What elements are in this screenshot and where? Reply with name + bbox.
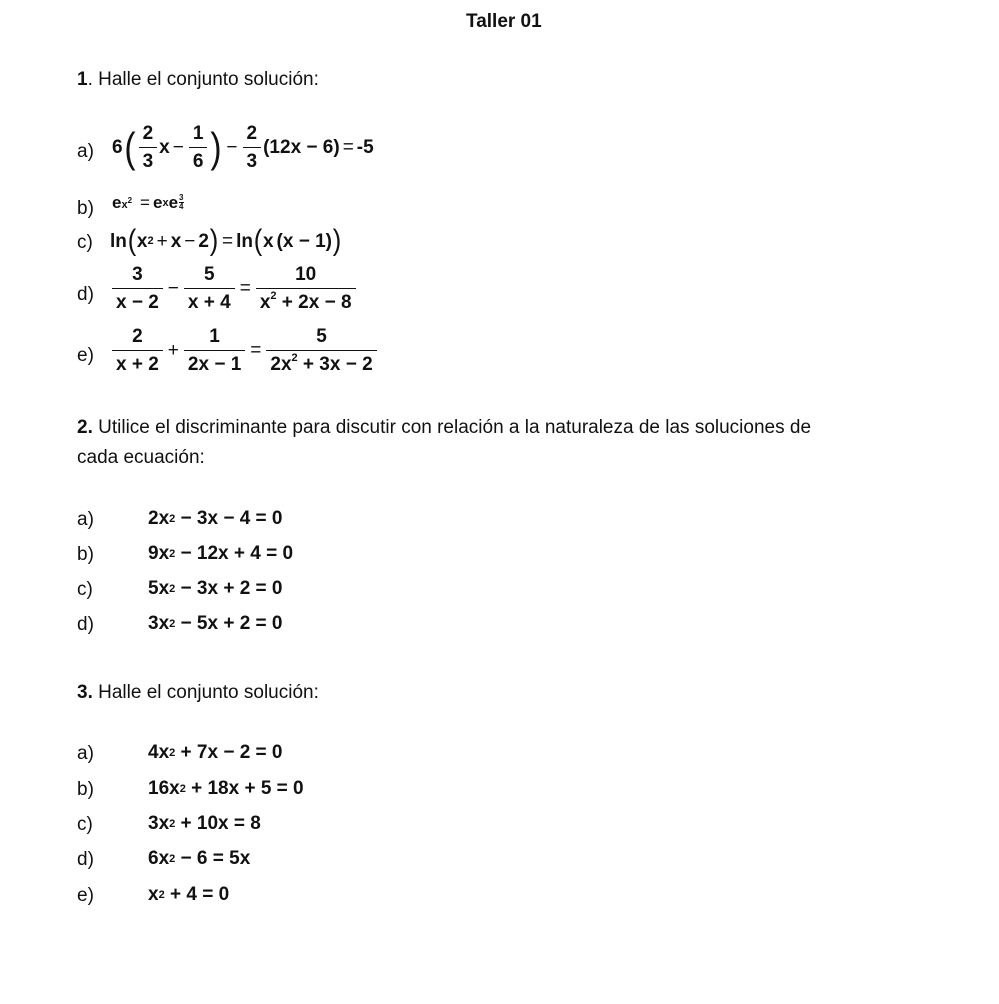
- equation-1d: $\frac{3}{x - 2}$ − $\frac{5}{x + 4}$ = $\frac{10}{x^2 + 2x - 8}$: [110, 265, 358, 312]
- item-3b-label: b): [77, 779, 94, 800]
- section-2-text-line1: Utilice el discriminante para discutir con relación a la naturaleza de las soluciones de: [92, 417, 812, 438]
- item-3c-label: c): [77, 814, 93, 835]
- section-3-heading: [77, 682, 319, 704]
- equation-3b: 16x 2 + 18x + 5 = 0: [148, 778, 304, 799]
- fraction: $\frac{3}{x - 2}$: [112, 265, 163, 312]
- fraction: $\frac{2}{3}$: [139, 124, 158, 171]
- fraction: $\frac{2}{3}$: [243, 124, 262, 171]
- equation-3c: 3x 2 + 10x = 8: [148, 813, 261, 834]
- section-1-heading: [77, 69, 319, 91]
- section-2-heading: [77, 413, 811, 473]
- item-3e-label: e): [77, 885, 94, 906]
- item-1d-label: d): [77, 284, 94, 305]
- section-1-text: . Halle el conjunto solución:: [87, 69, 319, 90]
- page-title: Taller 01: [466, 11, 542, 32]
- fraction: $\frac{1}{6}$: [189, 124, 208, 171]
- equation-2c: 5x 2 − 3x + 2 = 0: [148, 578, 283, 599]
- section-1-number: 1: [77, 69, 88, 90]
- item-2c-label: c): [77, 579, 93, 600]
- item-1c-label: c): [77, 232, 93, 253]
- item-1b-label: b): [77, 198, 94, 219]
- item-1e-label: e): [77, 345, 94, 366]
- section-3-number: 3.: [77, 682, 93, 703]
- item-2d-label: d): [77, 614, 94, 635]
- fraction: $\frac{1}{2x - 1}$: [184, 327, 245, 374]
- equation-3e: x 2 + 4 = 0: [148, 884, 230, 905]
- equation-1e: $\frac{2}{x + 2}$ + $\frac{1}{2x - 1}$ = $\frac{5}{2x^2 + 3x - 2}$: [110, 327, 379, 374]
- fraction: $\frac{5}{2x^2 + 3x - 2}$: [266, 327, 376, 374]
- item-1a-label: a): [77, 141, 94, 162]
- item-3a-label: a): [77, 743, 94, 764]
- item-2a-label: a): [77, 509, 94, 530]
- exponent-fraction: $\frac{3}{4}$: [179, 193, 184, 211]
- equation-3d: 6x 2 − 6 = 5x: [148, 848, 251, 869]
- equation-3a: 4x 2 + 7x − 2 = 0: [148, 742, 283, 763]
- fraction: $\frac{10}{x^2 + 2x - 8}$: [256, 265, 356, 312]
- fraction: $\frac{5}{x + 4}$: [184, 265, 235, 312]
- equation-1c: ln ( x 2 + x − 2 ) = ln ( x ( x − 1 ) ): [110, 224, 342, 257]
- equation-2a: 2x 2 − 3x − 4 = 0: [148, 508, 283, 529]
- equation-1a: 6 ( $\frac{2}{3}$ x − $\frac{1}{6}$ ) − $\frac{2}{3}$ (12x − 6) = -5: [112, 123, 374, 172]
- equation-2d: 3x 2 − 5x + 2 = 0: [148, 613, 283, 634]
- item-2b-label: b): [77, 544, 94, 565]
- section-2-text-line2: cada ecuación:: [77, 447, 205, 468]
- section-3-text: Halle el conjunto solución:: [92, 682, 319, 703]
- fraction: $\frac{2}{x + 2}$: [112, 327, 163, 374]
- equation-2b: 9x 2 − 12x + 4 = 0: [148, 543, 294, 564]
- item-3d-label: d): [77, 849, 94, 870]
- equation-1b: e $x^2$ = e x e $\frac{3}{4}$: [112, 193, 184, 212]
- section-2-number: 2.: [77, 417, 93, 438]
